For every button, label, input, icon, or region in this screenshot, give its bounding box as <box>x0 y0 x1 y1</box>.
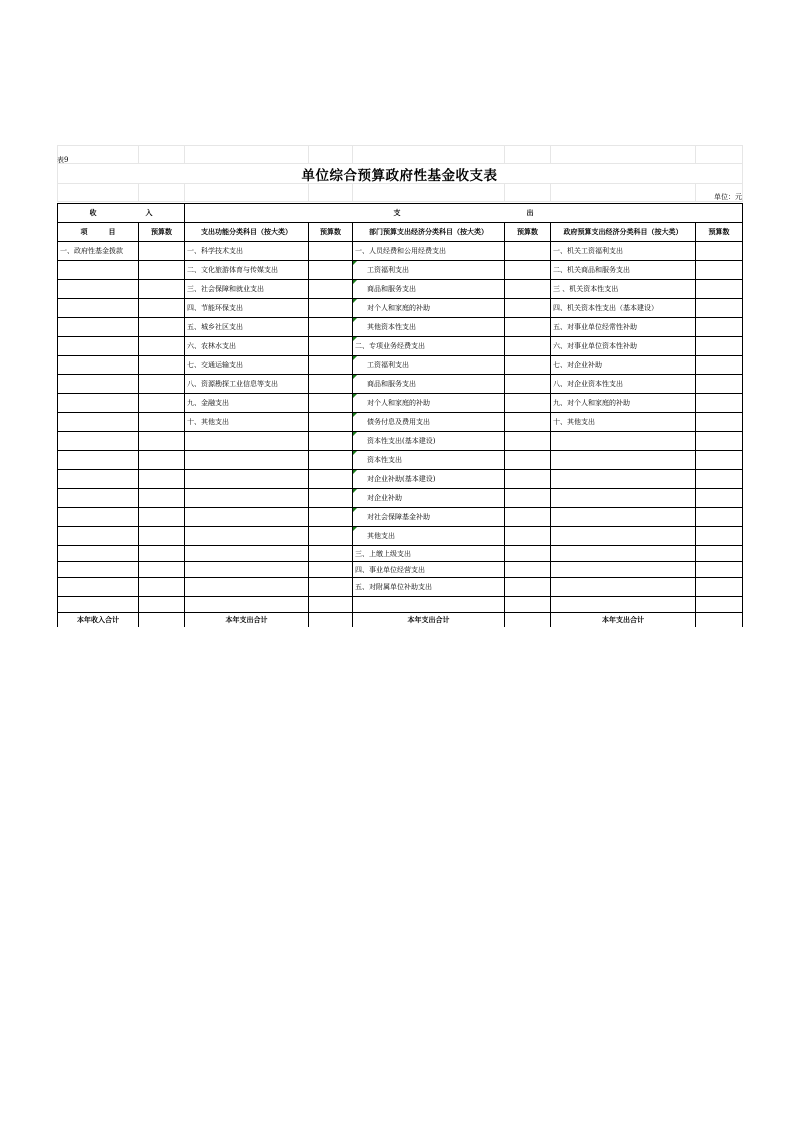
table-row <box>58 318 743 337</box>
func-item: 六、农林水支出 <box>185 337 309 356</box>
income-item <box>58 261 139 280</box>
income-item <box>58 508 139 527</box>
table-row <box>58 489 743 508</box>
table-row <box>58 337 743 356</box>
budget-header: 预算数 <box>139 223 185 242</box>
dept-item: 二、专项业务经费支出 <box>353 337 505 356</box>
gov-item: 一、机关工资福利支出 <box>551 242 696 261</box>
table-label: 表9 <box>57 156 69 164</box>
table-row <box>58 546 743 562</box>
func-item <box>185 578 309 597</box>
dept-item: 一、人员经费和公用经费支出 <box>353 242 505 261</box>
dept-item: 对企业补助(基本建设) <box>353 470 505 489</box>
func-item: 八、资源勘探工业信息等支出 <box>185 375 309 394</box>
table-row <box>58 470 743 489</box>
gov-item: 六、对事业单位资本性补助 <box>551 337 696 356</box>
gov-header: 政府预算支出经济分类科目（按大类） <box>551 223 696 242</box>
item-header: 项 目 <box>58 223 139 242</box>
income-item <box>58 394 139 413</box>
gov-item: 七、对企业补助 <box>551 356 696 375</box>
dept-item: 资本性支出(基本建设) <box>353 432 505 451</box>
func-item: 二、文化旅游体育与传媒支出 <box>185 261 309 280</box>
income-item <box>58 356 139 375</box>
budget-header: 预算数 <box>696 223 743 242</box>
dept-item: 商品和服务支出 <box>353 375 505 394</box>
dept-item: 工资福利支出 <box>353 261 505 280</box>
dept-item: 资本性支出 <box>353 451 505 470</box>
gov-item: 三 、机关资本性支出 <box>551 280 696 299</box>
func-item <box>185 508 309 527</box>
income-header: 收 入 <box>58 204 185 223</box>
dept-item: 四、事业单位经营支出 <box>353 562 505 578</box>
func-total-label: 本年支出合计 <box>185 613 309 628</box>
dept-item: 商品和服务支出 <box>353 280 505 299</box>
func-item: 四、节能环保支出 <box>185 299 309 318</box>
table-row <box>58 375 743 394</box>
table-row <box>58 356 743 375</box>
table-row <box>58 413 743 432</box>
table-row <box>58 394 743 413</box>
income-item <box>58 413 139 432</box>
table-row <box>58 578 743 597</box>
income-item <box>58 527 139 546</box>
gov-item: 八、对企业资本性支出 <box>551 375 696 394</box>
func-item: 七、交通运输支出 <box>185 356 309 375</box>
gov-item: 十、其他支出 <box>551 413 696 432</box>
budget-header: 预算数 <box>505 223 551 242</box>
income-total-label: 本年收入合计 <box>58 613 139 628</box>
dept-item: 对企业补助 <box>353 489 505 508</box>
income-item <box>58 546 139 562</box>
gov-item: 二、机关商品和服务支出 <box>551 261 696 280</box>
dept-item: 其他支出 <box>353 527 505 546</box>
dept-item: 债务付息及费用支出 <box>353 413 505 432</box>
func-item: 十、其他支出 <box>185 413 309 432</box>
income-item <box>58 578 139 597</box>
func-item <box>185 527 309 546</box>
table-row <box>58 562 743 578</box>
gov-item <box>551 508 696 527</box>
dept-item: 三、上缴上级支出 <box>353 546 505 562</box>
table-row <box>58 299 743 318</box>
unit-label: 单位：元 <box>714 193 742 201</box>
func-item <box>185 562 309 578</box>
expenditure-header: 支 出 <box>185 204 743 223</box>
dept-total-label: 本年支出合计 <box>353 613 505 628</box>
func-item <box>185 489 309 508</box>
income-item <box>58 280 139 299</box>
table-row <box>58 527 743 546</box>
dept-item: 对社会保障基金补助 <box>353 508 505 527</box>
header-row-2 <box>58 223 743 242</box>
income-item <box>58 432 139 451</box>
dept-item: 对个人和家庭的补助 <box>353 299 505 318</box>
totals-row <box>58 613 743 628</box>
header-row-1 <box>58 204 743 223</box>
gov-item <box>551 432 696 451</box>
func-item <box>185 470 309 489</box>
gov-item <box>551 527 696 546</box>
gov-item <box>551 546 696 562</box>
dept-item: 对个人和家庭的补助 <box>353 394 505 413</box>
income-item <box>58 451 139 470</box>
gov-total-label: 本年支出合计 <box>551 613 696 628</box>
table-row-empty <box>58 597 743 613</box>
income-item <box>58 470 139 489</box>
income-item: 一、政府性基金拨款 <box>58 242 139 261</box>
dept-item: 工资福利支出 <box>353 356 505 375</box>
func-item: 九、金融支出 <box>185 394 309 413</box>
budget-table <box>57 203 743 627</box>
budget-header: 预算数 <box>309 223 353 242</box>
dept-header: 部门预算支出经济分类科目（按大类） <box>353 223 505 242</box>
income-item <box>58 299 139 318</box>
func-item: 五、城乡社区支出 <box>185 318 309 337</box>
func-item: 一、科学技术支出 <box>185 242 309 261</box>
func-item <box>185 451 309 470</box>
income-item <box>58 337 139 356</box>
income-item <box>58 489 139 508</box>
table-row <box>58 508 743 527</box>
income-item <box>58 318 139 337</box>
gov-item <box>551 470 696 489</box>
gov-item <box>551 578 696 597</box>
gov-item <box>551 451 696 470</box>
gov-item: 四、机关资本性支出（基本建设） <box>551 299 696 318</box>
table-row <box>58 242 743 261</box>
table-row <box>58 432 743 451</box>
gov-item <box>551 489 696 508</box>
func-item <box>185 546 309 562</box>
dept-item: 五、对附属单位补助支出 <box>353 578 505 597</box>
table-row <box>58 451 743 470</box>
func-item: 三、社会保障和就业支出 <box>185 280 309 299</box>
income-item <box>58 375 139 394</box>
page-title: 单位综合预算政府性基金收支表 <box>301 168 498 184</box>
func-item <box>185 432 309 451</box>
gov-item <box>551 562 696 578</box>
gov-item: 五、对事业单位经常性补助 <box>551 318 696 337</box>
income-item <box>58 562 139 578</box>
gov-item: 九、对个人和家庭的补助 <box>551 394 696 413</box>
dept-item: 其他资本性支出 <box>353 318 505 337</box>
table-row <box>58 280 743 299</box>
table-row <box>58 261 743 280</box>
func-header: 支出功能分类科目（按大类） <box>185 223 309 242</box>
